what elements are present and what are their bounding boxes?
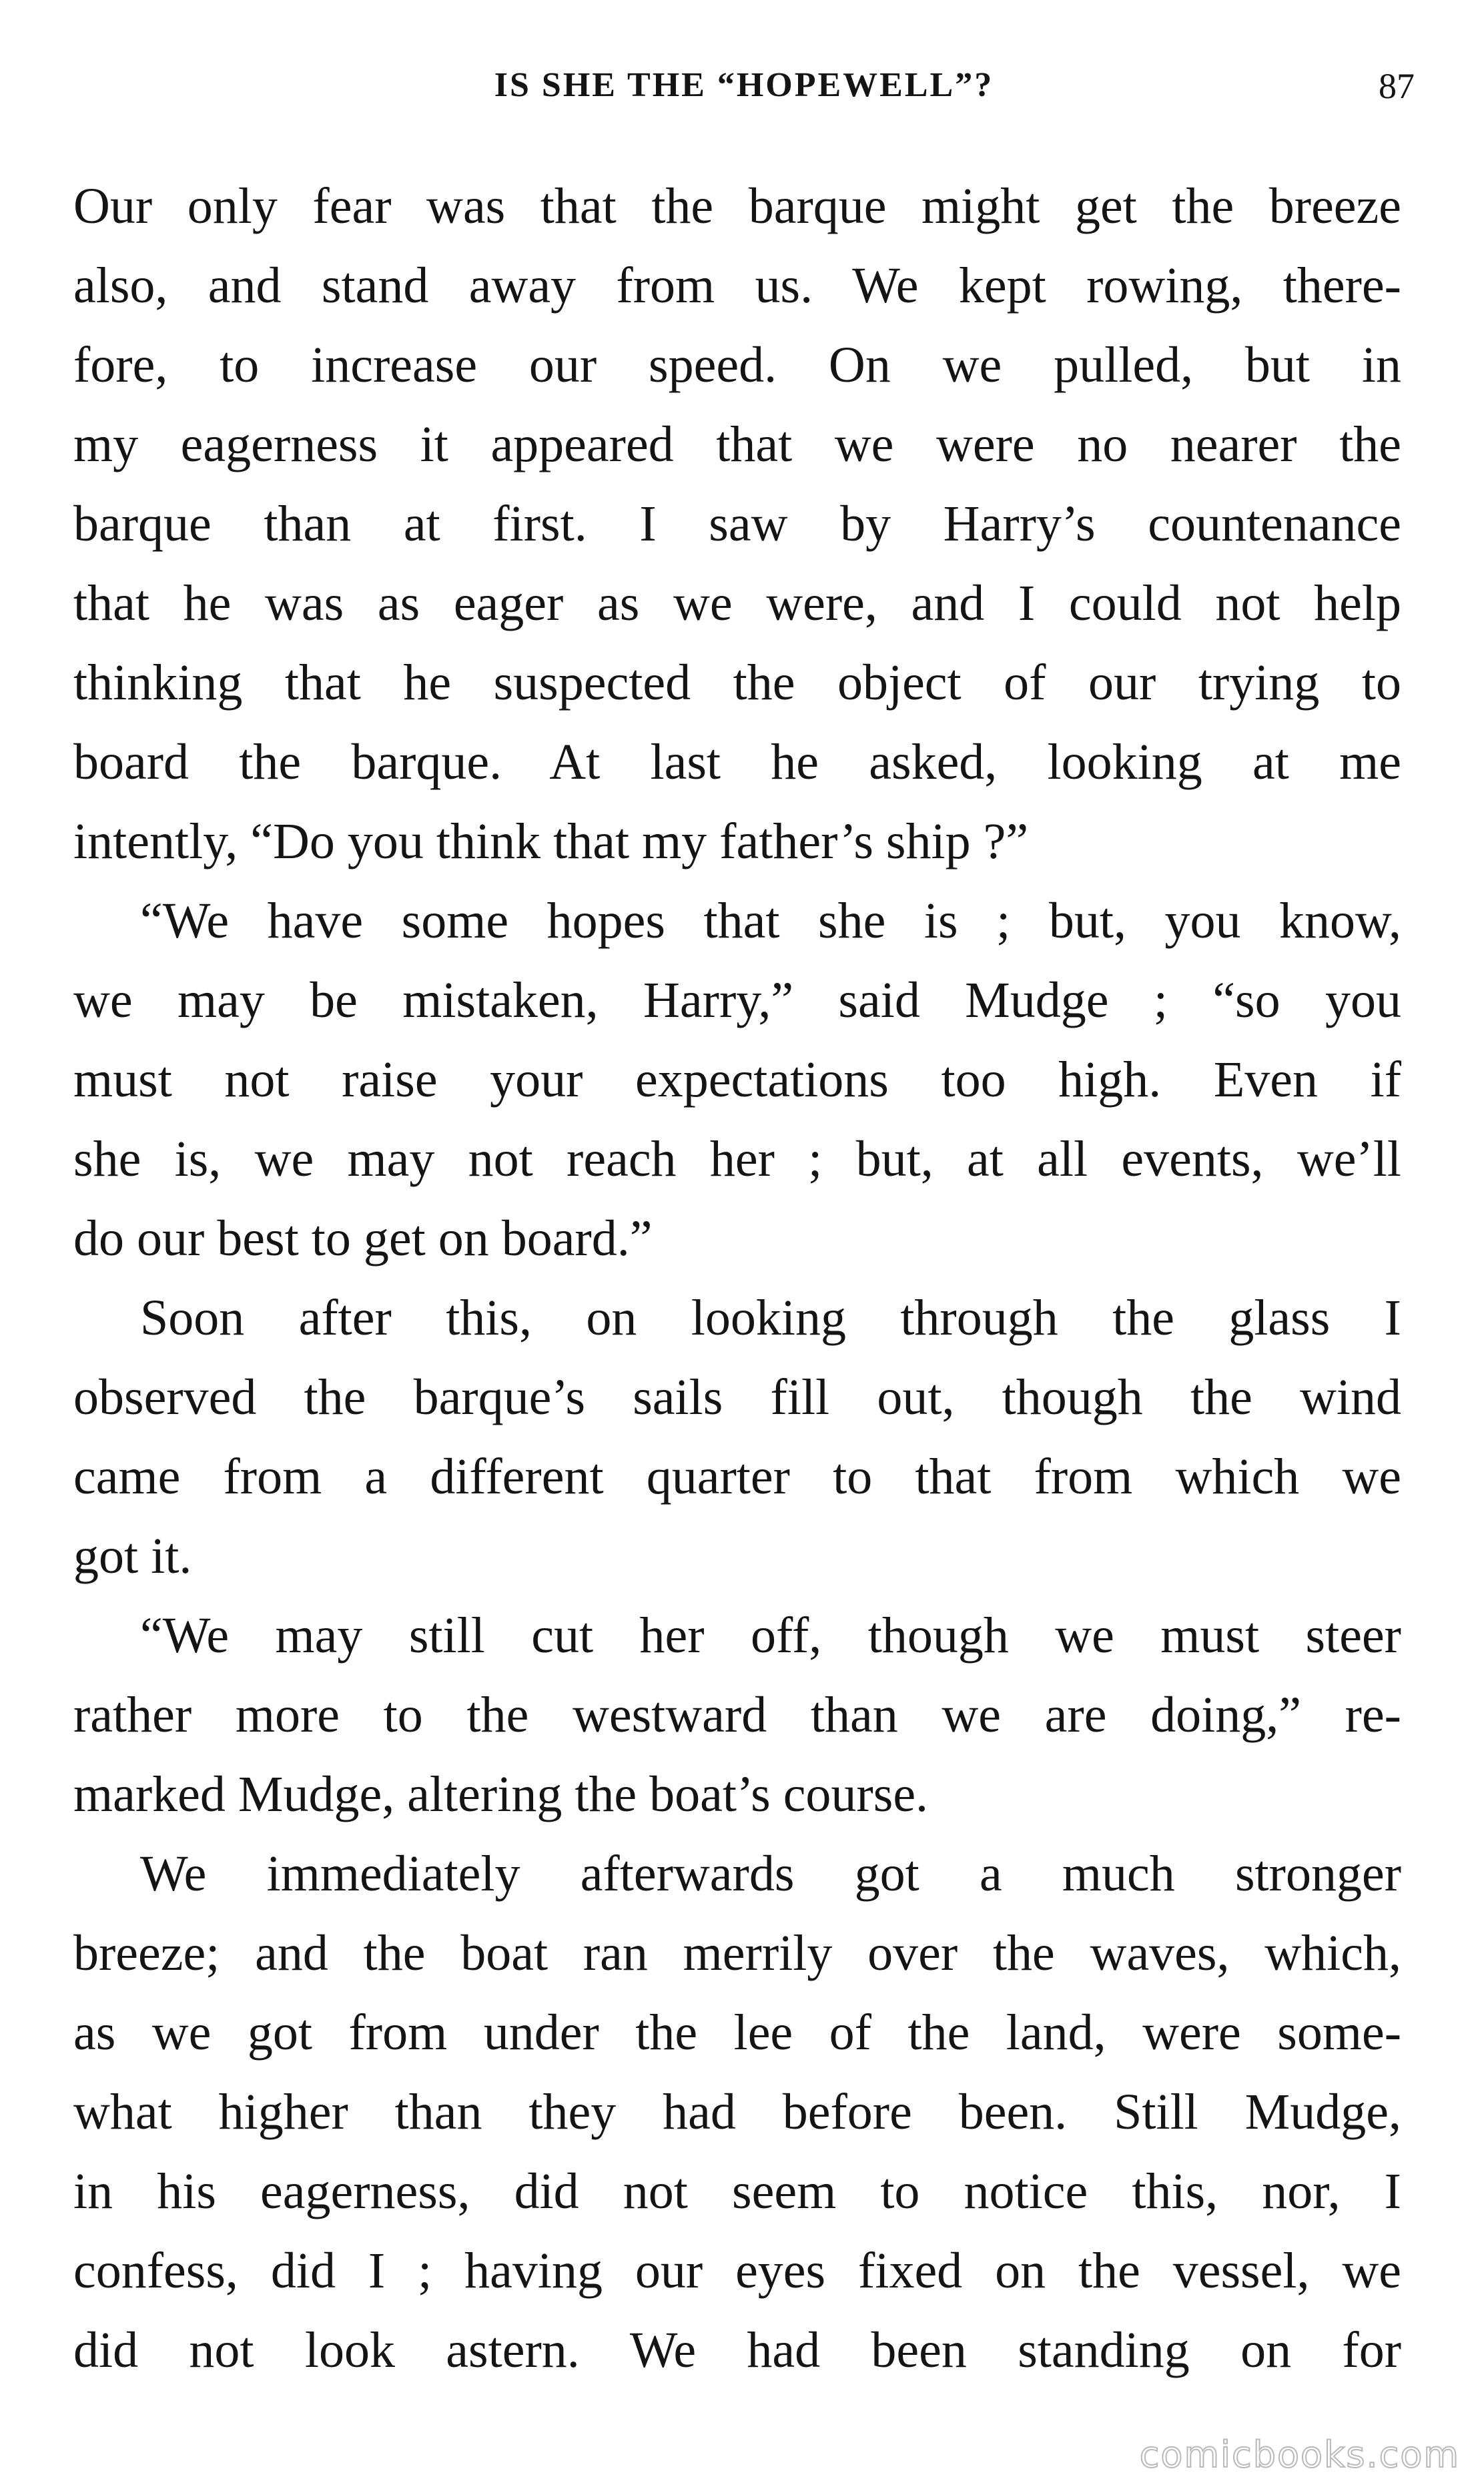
body-text [73,167,1401,2390]
text-line: “We may still cut her off, though we must steer [140,1608,1401,1664]
text-line: barque than at first. I saw by Harry’s countenance [73,496,1401,552]
watermark: comicbooks.com [1139,2434,1460,2476]
text-line: rather more to the westward than we are doing,” re- [73,1687,1401,1743]
page-number: 87 [1379,66,1415,106]
text-line: in his eagerness, did not seem to notice this, nor, I [73,2163,1401,2219]
text-line: breeze; and the boat ran merrily over the waves, which, [73,1925,1401,1981]
text-line: also, and stand away from us. We kept rowing, there- [73,258,1401,314]
text-line: do our best to get on board.” [73,1210,653,1267]
running-head [73,65,1415,112]
text-line: We immediately afterwards got a much stronger [140,1846,1401,1902]
text-line: Soon after this, on looking through the glass I [140,1290,1401,1346]
text-line: marked Mudge, altering the boat’s course. [73,1766,929,1822]
text-line: “We have some hopes that she is ; but, you know, [140,893,1401,949]
text-line: did not look astern. We had been standing on for [73,2322,1401,2378]
text-line: intently, “Do you think that my father’s ship ?” [73,813,1029,869]
text-line: observed the barque’s sails fill out, though the wind [73,1369,1401,1425]
text-line: as we got from under the lee of the land, were some- [73,2005,1401,2061]
text-line: Our only fear was that the barque might get the breeze [73,178,1401,234]
text-line: fore, to increase our speed. On we pulled, but in [73,337,1401,393]
text-line: we may be mistaken, Harry,” said Mudge ; “so you [73,972,1401,1028]
text-line: my eagerness it appeared that we were no nearer the [73,416,1401,472]
text-line: thinking that he suspected the object of our trying to [73,655,1401,711]
text-line: must not raise your expectations too high. Even if [73,1052,1401,1108]
text-line: she is, we may not reach her ; but, at all events, we’ll [73,1131,1401,1187]
text-line: what higher than they had before been. Still Mudge, [73,2084,1401,2140]
text-line: that he was as eager as we were, and I could not help [73,575,1401,631]
text-line: confess, did I ; having our eyes fixed on the vessel, we [73,2243,1401,2299]
running-title: IS SHE THE “HOPEWELL”? [494,66,994,104]
text-line: board the barque. At last he asked, looking at me [73,734,1401,790]
text-line: got it. [73,1528,192,1584]
text-line: came from a different quarter to that from which we [73,1449,1401,1505]
